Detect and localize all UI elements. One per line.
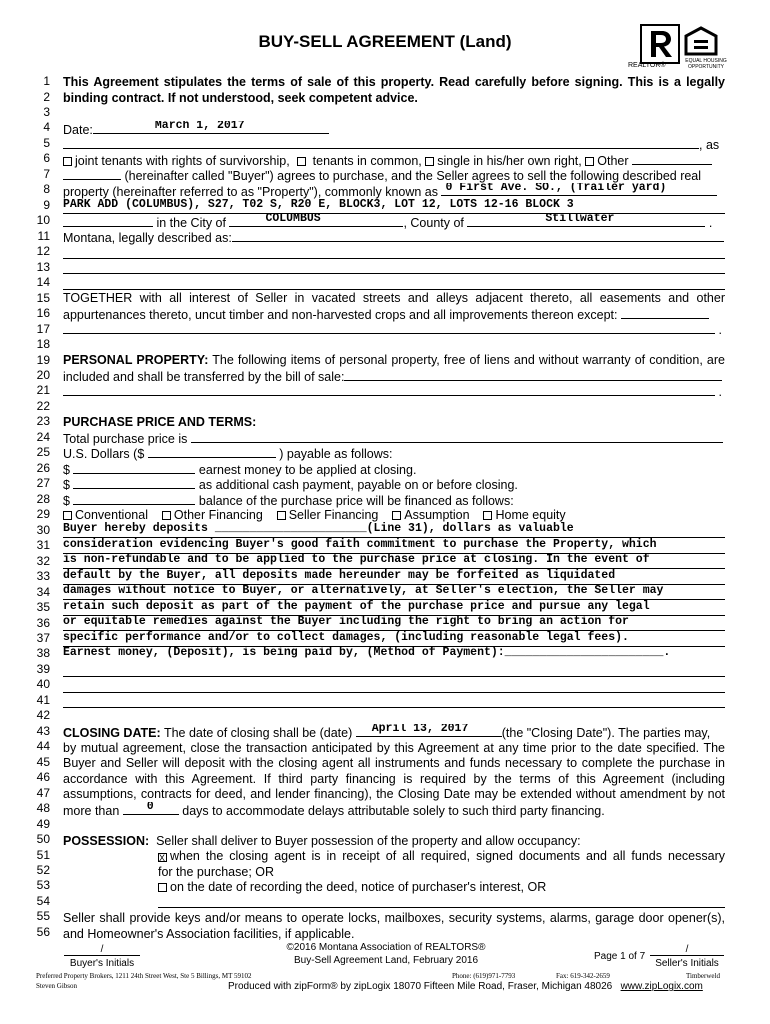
- possession-opt1-line1: [158, 848, 725, 864]
- joint-tenants-label: joint tenants with rights of survivorship,: [75, 154, 290, 168]
- line-number: 41: [36, 692, 50, 707]
- line-number: 46: [36, 770, 50, 785]
- financing-options-row: [63, 507, 725, 523]
- buyer-line: [63, 167, 725, 183]
- line-number: 12: [36, 244, 50, 259]
- seller-financing-checkbox[interactable]: [277, 511, 286, 520]
- other-label: Other: [597, 154, 629, 168]
- possession-opt3-row: [158, 895, 725, 911]
- line-number: 35: [36, 600, 50, 614]
- county-label: , County of: [403, 216, 464, 230]
- personal-property-heading: PERSONAL PROPERTY:: [63, 353, 209, 367]
- line-number: 51: [36, 847, 50, 862]
- equal-housing-label: EQUAL HOUSING OPPORTUNITY: [685, 58, 727, 70]
- page-number: Page 1 of 7: [594, 951, 646, 962]
- line-number: 40: [36, 677, 50, 692]
- legal-line-12[interactable]: [63, 258, 725, 259]
- personal-property-line-20: [63, 368, 725, 384]
- total-price-label: Total purchase price is: [63, 432, 188, 446]
- line-number: 54: [36, 893, 50, 908]
- usd-label: U.S. Dollars ($: [63, 447, 145, 461]
- line-number: 14: [36, 275, 50, 290]
- closing-line-45: Buyer and Seller will deposit with the closing agent all instruments and funds necessary to complete the purchase in: [63, 756, 725, 770]
- possession-opt2-row: [158, 879, 725, 895]
- line-number: 38: [36, 646, 50, 661]
- line-number: 13: [36, 259, 50, 274]
- earnest-label: earnest money to be applied at closing.: [198, 463, 417, 477]
- line-number: 3: [43, 104, 50, 119]
- possession-opt1-checkbox[interactable]: X: [159, 853, 166, 863]
- line-number: 34: [36, 584, 50, 599]
- date-row: [63, 121, 725, 137]
- buyer-agreement-text: (hereinafter called "Buyer") agrees to purchase, and the Seller agrees to sell the following described real: [124, 169, 702, 183]
- more-than-label: more than: [63, 804, 120, 818]
- city-county-row: in the City of COLUMBUS , County of Stillwater .: [63, 214, 725, 230]
- balance-row: [63, 492, 725, 508]
- option-seller-financing: Seller Financing: [288, 508, 379, 522]
- line-number: 24: [36, 429, 50, 444]
- buyer-initials-field[interactable]: /: [64, 944, 140, 956]
- line-number: 20: [36, 367, 50, 382]
- line-number: 45: [36, 754, 50, 769]
- other-financing-checkbox[interactable]: [162, 511, 171, 520]
- city-label: in the City of: [156, 216, 226, 230]
- personal-property-field-21[interactable]: [63, 383, 715, 396]
- line-number: 17: [36, 321, 50, 336]
- date-field[interactable]: [93, 121, 329, 134]
- line-number: 25: [36, 445, 50, 460]
- line-number: 5: [43, 135, 50, 150]
- line-number: 27: [36, 476, 50, 491]
- keys-line-55: Seller shall provide keys and/or means to operate locks, mailboxes, security systems, alarms, garage door opener(s),: [63, 911, 725, 925]
- except-field[interactable]: [621, 306, 709, 319]
- deposit-line-30[interactable]: Buyer hereby deposits ______________________(Line 31), dollars as valuable: [63, 522, 725, 538]
- additional-row: [63, 476, 725, 492]
- footer-agent: Steven Gibson: [36, 982, 78, 990]
- footer-website-link[interactable]: www.zipLogix.com: [620, 981, 703, 992]
- usd-field[interactable]: [148, 445, 276, 458]
- property-known-label: property (hereinafter referred to as "Property"), commonly known as: [63, 185, 438, 199]
- closing-days-row: [63, 802, 725, 818]
- bill-of-sale-label: included and shall be transferred by the bill of sale:: [63, 370, 345, 384]
- blank-line-40[interactable]: [63, 692, 725, 693]
- joint-tenants-checkbox[interactable]: [63, 157, 72, 166]
- blank-line-39[interactable]: [63, 676, 725, 677]
- option-home-equity: Home equity: [495, 508, 566, 522]
- footer-phone: Phone: (619)971-7793: [452, 972, 516, 980]
- line-number: 56: [36, 924, 50, 939]
- legal-described-label: Montana, legally described as:: [63, 231, 232, 245]
- line-number: 19: [36, 352, 50, 367]
- seller-initials-label: Seller's Initials: [655, 958, 719, 969]
- except-line-17: .: [63, 321, 725, 337]
- line-number: 43: [36, 723, 50, 738]
- line-number: 10: [36, 213, 50, 228]
- footer-brokerage: Preferred Property Brokers, 1211 24th Street West, Ste 5 Billings, MT 59102: [36, 972, 252, 980]
- tenants-in-common-label: tenants in common,: [312, 154, 422, 168]
- line-number: 2: [43, 89, 50, 104]
- days-value: 0: [146, 802, 154, 813]
- deposit-line-36[interactable]: or equitable remedies against the Buyer including the right to bring an action for: [63, 615, 725, 631]
- footer-produced-text: Produced with zipForm® by zipLogix 18070 Fifteen Mile Road, Fraser, Michigan 48026: [228, 981, 613, 992]
- line-number: 9: [43, 197, 50, 212]
- dollar-sign: $: [63, 463, 70, 477]
- intro-line-1: This Agreement stipulates the terms of sale of this property. Read carefully before signing. This is a legally: [63, 75, 725, 89]
- legal-description-line[interactable]: PARK ADD (COLUMBUS), S27, T02 S, R20 E, BLOCK3, LOT 12, LOTS 12-16 BLOCK 3: [63, 198, 725, 214]
- line-number: 28: [36, 491, 50, 506]
- possession-opt1-text: when the closing agent is in receipt of all required, signed documents and all funds necessary: [170, 849, 725, 863]
- other-field[interactable]: [632, 152, 712, 165]
- line-number: 44: [36, 739, 50, 754]
- balance-label: balance of the purchase price will be financed as follows:: [198, 494, 514, 508]
- days-text: days to accommodate delays attributable solely to such third party financing.: [182, 804, 605, 818]
- line-number: 29: [36, 507, 50, 522]
- closing-heading: CLOSING DATE:: [63, 726, 161, 740]
- days-field[interactable]: [123, 802, 179, 815]
- possession-opt2-text: on the date of recording the deed, notice of purchaser's interest, OR: [170, 880, 547, 894]
- together-line-15: TOGETHER with all interest of Seller in vacated streets and alleys adjacent thereto, all easements and other: [63, 291, 725, 305]
- tenancy-row: [63, 152, 725, 168]
- personal-property-field[interactable]: [344, 368, 722, 381]
- buyer-name-field[interactable]: [63, 136, 699, 149]
- earnest-row: [63, 461, 725, 477]
- legal-described-row: [63, 229, 725, 245]
- equal-housing-icon: [683, 26, 719, 56]
- line-number: 52: [36, 863, 50, 877]
- line-number: 49: [36, 816, 50, 831]
- line-number: 7: [43, 166, 50, 181]
- single-checkbox[interactable]: [425, 157, 434, 166]
- city-value: COLUMBUS: [265, 214, 321, 225]
- realtor-label: REALTOR®: [628, 62, 666, 69]
- dollar-sign: $: [63, 494, 70, 508]
- personal-property-line-21: .: [63, 383, 725, 399]
- total-price-row: [63, 430, 725, 446]
- line-number: 55: [36, 909, 50, 924]
- line-number: 53: [36, 878, 50, 893]
- possession-row: [63, 833, 725, 849]
- line-number: 47: [36, 785, 50, 800]
- line-number: 32: [36, 553, 50, 568]
- line-number: 39: [36, 661, 50, 676]
- county-value: Stillwater: [545, 214, 615, 225]
- closing-line-44: by mutual agreement, close the transaction anticipated by this Agreement at any time prior to the date specified. The: [63, 741, 725, 755]
- possession-opt1-line2: for the purchase; OR: [158, 865, 275, 879]
- line-number: 48: [36, 801, 50, 816]
- possession-intro: Seller shall deliver to Buyer possession of the property and allow occupancy:: [156, 834, 581, 848]
- possession-heading: POSSESSION:: [63, 834, 150, 848]
- date-value: March 1, 2017: [154, 121, 245, 132]
- additional-label: as additional cash payment, payable on or before closing.: [198, 478, 518, 492]
- as-label: , as: [699, 138, 720, 152]
- conventional-checkbox[interactable]: [63, 511, 72, 520]
- together-line-16: [63, 306, 725, 322]
- closing-line-47: assumptions, contracts for deed, and lender financing), the Closing Date may be extended without amendment by not: [63, 787, 725, 801]
- personal-property-text: The following items of personal property, free of liens and without warranty of condition, are: [212, 353, 725, 367]
- line-number: 1: [43, 74, 50, 88]
- tenants-in-common-checkbox[interactable]: [297, 157, 306, 166]
- closing-post-date: (the "Closing Date"). The parties may,: [501, 726, 711, 740]
- line-number: 21: [36, 383, 50, 398]
- line-number: 6: [43, 151, 50, 166]
- home-equity-checkbox[interactable]: [483, 511, 492, 520]
- payable-label: ) payable as follows:: [279, 447, 393, 461]
- line-number: 33: [36, 569, 50, 583]
- total-price-field[interactable]: [191, 430, 723, 443]
- deposit-line-37[interactable]: specific performance and/or to collect damages, (including reasonable legal fees).: [63, 631, 725, 647]
- seller-initials-field[interactable]: /: [650, 944, 724, 956]
- earnest-field[interactable]: [73, 461, 195, 474]
- other-checkbox[interactable]: [585, 157, 594, 166]
- purchase-heading: PURCHASE PRICE AND TERMS:: [63, 415, 257, 429]
- footer-copyright: ©2016 Montana Association of REALTORS®: [286, 942, 486, 953]
- legal-line-13[interactable]: [63, 273, 725, 274]
- usd-row: [63, 445, 725, 461]
- footer-fax: Fax: 619-342-2659: [556, 972, 610, 980]
- realtor-logo: [640, 24, 680, 64]
- option-other-financing: Other Financing: [173, 508, 263, 522]
- option-assumption: Assumption: [404, 508, 470, 522]
- buyer-extra-field[interactable]: [63, 167, 121, 180]
- footer-file-name: Timberweld: [686, 972, 720, 980]
- together-text-16: appurtenances thereto, uncut timber and non-harvested crops and all improvements thereon except:: [63, 308, 618, 322]
- line-number: 42: [36, 708, 50, 723]
- line-number: 22: [36, 398, 50, 413]
- deposit-line-31[interactable]: consideration evidencing Buyer's good faith commitment to purchase the Property, which: [63, 538, 725, 554]
- line-number: 37: [36, 630, 50, 645]
- property-address-row: [63, 183, 725, 199]
- line-number: 50: [36, 832, 50, 846]
- option-conventional: Conventional: [75, 508, 148, 522]
- assumption-checkbox[interactable]: [392, 511, 401, 520]
- deposit-line-32[interactable]: is non-refundable and to be applied to the purchase price at closing. In the event of: [63, 553, 725, 569]
- line-number: 23: [36, 414, 50, 429]
- line-number: 30: [36, 522, 50, 537]
- closing-date-value: April 13, 2017: [371, 724, 469, 735]
- deposit-line-35[interactable]: retain such deposit as part of the payment of the purchase price and pursue any legal: [63, 600, 725, 616]
- line-number: 11: [37, 228, 50, 243]
- single-label: single in his/her own right,: [437, 154, 582, 168]
- footer-produced: [228, 981, 703, 992]
- line-number: 8: [43, 182, 50, 197]
- address-value: 0 First Ave. SO., (Trailer yard): [445, 183, 667, 194]
- dollar-sign: $: [63, 478, 70, 492]
- keys-line-56: and Homeowner's Association facilities, if applicable.: [63, 927, 355, 941]
- deposit-line-33[interactable]: default by the Buyer, all deposits made hereunder may be forfeited as liquidated: [63, 569, 725, 585]
- closing-line-46: accordance with this Agreement. If third party financing is required by the terms of this Agreement (including: [63, 772, 725, 786]
- closing-date-row: [63, 724, 725, 740]
- possession-other-field[interactable]: [158, 895, 725, 908]
- intro-line-2: binding contract. If not understood, seek competent advice.: [63, 91, 418, 105]
- document-title: BUY-SELL AGREEMENT (Land): [258, 32, 512, 51]
- line-number: 18: [36, 337, 50, 351]
- line-number: 15: [36, 290, 50, 305]
- buyer-initials-label: Buyer's Initials: [69, 958, 135, 969]
- city-field[interactable]: [229, 214, 403, 227]
- footer-form-name: Buy-Sell Agreement Land, February 2016: [294, 955, 478, 966]
- line-number: 16: [36, 306, 50, 321]
- line-number: 26: [36, 460, 50, 475]
- blank-line-41[interactable]: [63, 707, 725, 708]
- personal-property-line-19: [63, 352, 725, 368]
- address-field[interactable]: [441, 183, 717, 196]
- closing-date-field[interactable]: [356, 724, 502, 737]
- except-field-17[interactable]: [63, 321, 715, 334]
- balance-field[interactable]: [73, 492, 195, 505]
- deposit-line-34[interactable]: damages without notice to Buyer, or alternatively, at Seller's election, the Seller may: [63, 584, 725, 600]
- line-number: 36: [36, 615, 50, 630]
- city-prefix-field[interactable]: [63, 214, 153, 227]
- closing-pre-date: The date of closing shall be (date): [163, 726, 353, 740]
- additional-field[interactable]: [73, 476, 195, 489]
- buyer-name-row: [63, 136, 725, 152]
- county-field[interactable]: [467, 214, 705, 227]
- line-number: 4: [43, 120, 50, 135]
- line-number: 31: [36, 538, 50, 553]
- date-label: Date:: [63, 123, 93, 137]
- deposit-line-38[interactable]: Earnest money, (Deposit), is being paid by, (Method of Payment):_______________________.: [63, 646, 671, 659]
- possession-opt2-checkbox[interactable]: [158, 883, 167, 892]
- legal-described-field[interactable]: [232, 229, 724, 242]
